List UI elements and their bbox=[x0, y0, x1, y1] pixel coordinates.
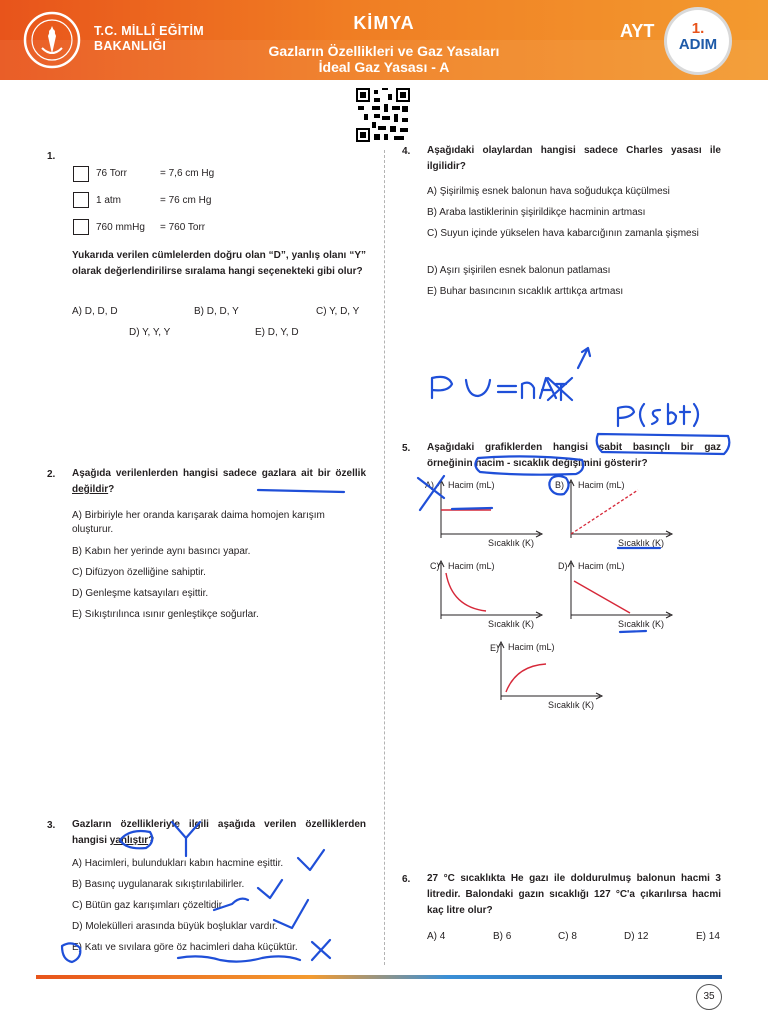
handwritten-t2-mark bbox=[680, 406, 690, 424]
q2-number: 2. bbox=[47, 469, 56, 480]
exam-label: AYT bbox=[620, 21, 655, 41]
q1-stem: Yukarıda verilen cümlelerden doğru olan “D”, yanlış olanı “Y” olarak değerlendirilirse sıralama hangi seçenekteki gibi olur? bbox=[72, 250, 366, 277]
handwritten-y-mark bbox=[172, 822, 200, 856]
q4-option-c[interactable]: C) Suyun içinde yükselen hava kabarcığının zamanla şişmesi bbox=[427, 228, 699, 239]
q1-item-3-left: 760 mmHg bbox=[96, 222, 145, 233]
q4-stem: Aşağıdaki olaylardan hangisi sadece Charles yasası ile ilgilidir? bbox=[427, 145, 721, 172]
q5-chart-b-option[interactable]: B) bbox=[555, 480, 564, 490]
handwritten-check-d bbox=[274, 900, 308, 928]
q5-stem: Aşağıdaki grafiklerden hangisi sabit basınçlı bir gaz örneğinin hacim - sıcaklık değişimini gösterir? bbox=[427, 442, 721, 469]
handwritten-s-mark bbox=[652, 410, 660, 424]
handwritten-wave-underline bbox=[178, 956, 300, 961]
q5-chart-d-xlabel: Sıcaklık (K) bbox=[618, 619, 665, 629]
handwritten-b-mark bbox=[668, 404, 676, 424]
q3-option-c[interactable]: C) Bütün gaz karışımları çözeltidir. bbox=[72, 900, 225, 911]
handwritten-underline-d bbox=[620, 631, 646, 632]
handwritten-underline-a bbox=[452, 508, 492, 509]
q1-item-2-right: = 76 cm Hg bbox=[160, 195, 212, 206]
topic-subtitle: İdeal Gaz Yasası - A bbox=[318, 59, 450, 75]
q1-number: 1. bbox=[47, 151, 56, 162]
q5-chart-e-ylabel: Hacim (mL) bbox=[508, 642, 555, 652]
q5-chart-e-xlabel: Sıcaklık (K) bbox=[548, 700, 595, 710]
q2-stem-end: ? bbox=[108, 484, 115, 495]
q2-option-d[interactable]: D) Genleşme katsayıları eşittir. bbox=[72, 588, 209, 599]
q5-number: 5. bbox=[402, 443, 411, 454]
step-label: ADIM bbox=[678, 36, 718, 53]
q2-option-a[interactable]: A) Birbiriyle her oranda karışarak daima homojen karışım oluşturur. bbox=[72, 510, 325, 535]
ministry-line2: BAKANLIĞI bbox=[94, 39, 167, 53]
handwritten-paren-close-mark bbox=[694, 404, 698, 426]
q6-option-e[interactable]: E) 14 bbox=[696, 931, 720, 942]
handwritten-circle-e-mark bbox=[62, 943, 80, 962]
q1-item-1-right: = 7,6 cm Hg bbox=[160, 168, 215, 179]
topic-title: Gazların Özellikleri ve Gaz Yasaları bbox=[268, 43, 500, 59]
q6-option-c[interactable]: C) 8 bbox=[558, 931, 577, 942]
handwritten-paren-open-mark bbox=[640, 404, 644, 426]
q5-chart-a-option[interactable]: A) bbox=[425, 480, 434, 490]
q1-option-d[interactable]: D) Y, Y, Y bbox=[129, 327, 171, 338]
handwritten-circle-b-mark bbox=[549, 476, 568, 494]
q4-option-b[interactable]: B) Araba lastiklerinin şişirildikçe hacminin artması bbox=[427, 207, 646, 218]
handwritten-arrow-mark bbox=[578, 348, 590, 368]
q5-chart-c-xlabel: Sıcaklık (K) bbox=[488, 619, 535, 629]
handwritten-check-a bbox=[298, 850, 324, 870]
q6-number: 6. bbox=[402, 874, 411, 885]
q1-item-3-right: = 760 Torr bbox=[160, 222, 206, 233]
q3-option-a[interactable]: A) Hacimleri, bulundukları kabın hacmine eşittir. bbox=[72, 858, 284, 869]
q2-option-e[interactable]: E) Sıkıştırılınca ısınır genleştikçe soğurlar. bbox=[72, 609, 259, 620]
q1-option-b[interactable]: B) D, D, Y bbox=[194, 306, 239, 317]
q4-option-d[interactable]: D) Aşırı şişirilen esnek balonun patlaması bbox=[427, 265, 611, 276]
q5-chart-a-xlabel: Sıcaklık (K) bbox=[488, 538, 535, 548]
q2-stem-emphasis: değildir bbox=[72, 484, 109, 495]
handwritten-equals-mark bbox=[498, 386, 516, 392]
q4-option-e[interactable]: E) Buhar basıncının sıcaklık arttıkça artması bbox=[427, 286, 624, 297]
q3-option-d[interactable]: D) Molekülleri arasında büyük boşluklar vardır. bbox=[72, 921, 278, 932]
q5-chart-e-option[interactable]: E) bbox=[490, 643, 499, 653]
handwritten-underline-q2 bbox=[258, 490, 344, 492]
q1-option-c[interactable]: C) Y, D, Y bbox=[316, 306, 360, 317]
handwritten-p-mark bbox=[432, 377, 452, 398]
q5-chart-d-option[interactable]: D) bbox=[558, 561, 568, 571]
q3-number: 3. bbox=[47, 820, 56, 831]
handwritten-highlight-loop bbox=[475, 456, 583, 474]
page-number: 35 bbox=[696, 984, 722, 1010]
q5-chart-c-option[interactable]: C) bbox=[430, 561, 440, 571]
handwritten-check-b bbox=[258, 880, 282, 898]
q6-option-a[interactable]: A) 4 bbox=[427, 931, 446, 942]
q1-option-a[interactable]: A) D, D, D bbox=[72, 306, 118, 317]
q2-option-c[interactable]: C) Difüzyon özelliğine sahiptir. bbox=[72, 567, 206, 578]
handwritten-highlight-box bbox=[597, 434, 730, 454]
handwritten-x-a-mark bbox=[418, 476, 444, 510]
q2-stem-text: Aşağıda verilenlerden hangisi sadece gazlara ait bir özellik bbox=[72, 468, 366, 479]
handwritten-n-mark bbox=[522, 383, 534, 398]
step-number: 1. bbox=[691, 20, 705, 37]
q5-chart-c-ylabel: Hacim (mL) bbox=[448, 561, 495, 571]
q5-chart-d-ylabel: Hacim (mL) bbox=[578, 561, 625, 571]
handwritten-circle-q3-mark bbox=[120, 831, 155, 848]
q5-chart-b-ylabel: Hacim (mL) bbox=[578, 480, 625, 490]
q1-option-e[interactable]: E) D, Y, D bbox=[255, 327, 299, 338]
q3-stem-emphasis: yanlıştır bbox=[109, 835, 149, 846]
q4-number: 4. bbox=[402, 146, 411, 157]
q5-chart-a-ylabel: Hacim (mL) bbox=[448, 480, 495, 490]
handwritten-v-mark bbox=[466, 380, 490, 396]
subject-title: KİMYA bbox=[353, 13, 415, 33]
q6-stem: 27 °C sıcaklıkta He gazı ile doldurulmuş balonun hacmi 3 litredir. Balondaki gazın sıcaklığı 127 °C'a çıkarılırsa hacmi kaç litre olur? bbox=[427, 873, 721, 916]
q3-stem-end: ? bbox=[148, 835, 155, 846]
q2-option-b[interactable]: B) Kabın her yerinde aynı basıncı yapar. bbox=[72, 546, 251, 557]
q3-option-e[interactable]: E) Katı ve sıvılara göre öz hacimleri daha küçüktür. bbox=[72, 942, 298, 953]
q5-chart-b-xlabel: Sıcaklık (K) bbox=[618, 538, 665, 548]
q3-stem-text: Gazların özellikleriyle ilgili aşağıda verilen özelliklerden hangisi bbox=[72, 819, 366, 846]
q4-option-a[interactable]: A) Şişirilmiş esnek balonun hava soğudukça küçülmesi bbox=[427, 186, 670, 197]
q1-item-1-left: 76 Torr bbox=[96, 168, 127, 179]
ministry-line1: T.C. MİLLÎ EĞİTİM bbox=[94, 24, 204, 38]
q3-option-b[interactable]: B) Basınç uygulanarak sıkıştırılabilirler. bbox=[72, 879, 245, 890]
handwritten-p-sbt-mark bbox=[618, 407, 634, 426]
handwritten-check-c bbox=[214, 899, 248, 910]
q1-item-2-left: 1 atm bbox=[96, 195, 122, 206]
handwritten-x-e-mark bbox=[312, 940, 330, 960]
q6-option-d[interactable]: D) 12 bbox=[624, 931, 649, 942]
q6-option-b[interactable]: B) 6 bbox=[493, 931, 512, 942]
